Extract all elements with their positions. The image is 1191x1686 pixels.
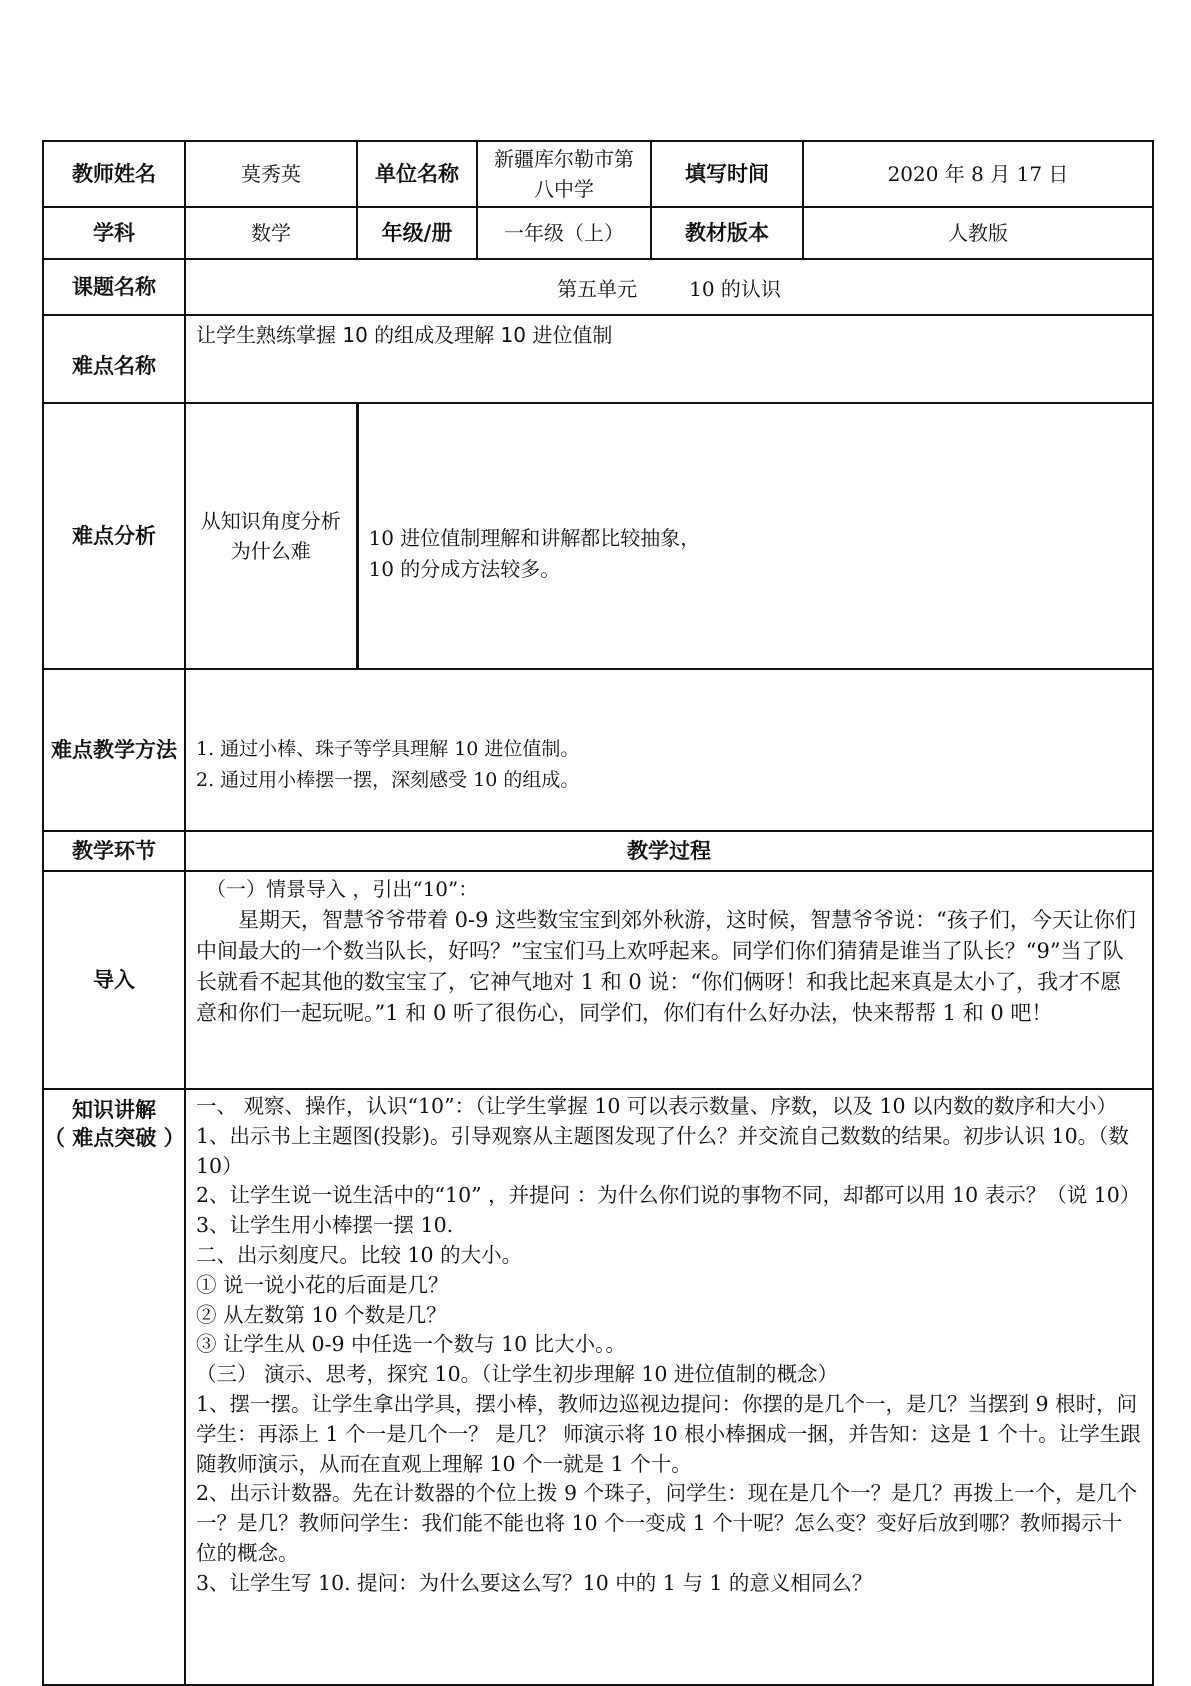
analysis-label: 难点分析 xyxy=(43,403,185,669)
edition-value: 人教版 xyxy=(803,207,1153,259)
method-content xyxy=(185,669,1153,831)
topic-cell xyxy=(185,259,1153,315)
knowledge-para: （三） 演示、思考，探究 10。（让学生初步理解 10 进位值制的概念） xyxy=(196,1362,838,1387)
intro-row xyxy=(43,871,1153,1089)
grade-value: 一年级（上） xyxy=(477,207,651,259)
difficulty-row xyxy=(43,315,1153,403)
analysis-sub-label xyxy=(185,403,357,669)
process-label: 教学过程 xyxy=(185,831,1153,871)
analysis-row xyxy=(43,403,1153,669)
knowledge-para: 1、出示书上主题图(投影)。引导观察从主题图发现了什么？并交流自己数数的结果。初步认识 10。（数 10） xyxy=(196,1123,1129,1178)
knowledge-row xyxy=(43,1089,1153,1685)
method-line1: 1. 通过小棒、珠子等学具理解 10 进位值制。 xyxy=(196,738,580,760)
topic-label: 课题名称 xyxy=(43,259,185,315)
knowledge-label xyxy=(43,1089,185,1685)
unit-value: 新疆库尔勒市第八中学 xyxy=(477,141,651,207)
analysis-content xyxy=(357,403,1153,669)
knowledge-para: 一、 观察、操作，认识“10”：（让学生掌握 10 可以表示数量、序数，以及 10 以内数的数序和大小） xyxy=(196,1094,1118,1118)
lesson-plan-table xyxy=(42,140,1154,1686)
knowledge-para: 2、出示计数器。先在计数器的个位上拨 9 个珠子，问学生：现在是几个一？是几？再拨上一个，是几个一？是几？教师问学生：我们能不能也将 10 个一变成 1 个十呢？怎么变？变好后放到哪？教师揭示十位的概念。 xyxy=(196,1481,1138,1565)
knowledge-para: 3、让学生用小棒摆一摆 10. xyxy=(196,1213,454,1238)
subject-value: 数学 xyxy=(185,207,357,259)
topic-unit: 第五单元 xyxy=(557,276,638,301)
difficulty-text: 让学生熟练掌握 10 的组成及理解 10 进位值制 xyxy=(196,323,613,347)
date-value: 2020 年 8 月 17 日 xyxy=(803,141,1153,207)
edition-label: 教材版本 xyxy=(651,207,803,259)
knowledge-content xyxy=(185,1089,1153,1685)
knowledge-para: 3、让学生写 10. 提问：为什么要这么写？10 中的 1 与 1 的意义相同么？ xyxy=(196,1570,873,1595)
analysis-sub-label-line2: 为什么难 xyxy=(230,539,311,563)
topic-title: 10 的认识 xyxy=(689,276,781,301)
knowledge-para: ③ 让学生从 0-9 中任选一个数与 10 比大小。。 xyxy=(196,1332,626,1357)
topic-row xyxy=(43,259,1153,315)
intro-body: 星期天，智慧爷爷带着 0-9 这些数宝宝到郊外秋游，这时候，智慧爷爷说：“孩子们，今天让你们中间最大的一个数当队长，好吗？”宝宝们马上欢呼起来。同学们你们猜猜是谁当了队长？“9”当了队长就看不起其他的数宝宝了，它神气地对 1 和 0 说：“你们俩呀！和我比起来真是太小了，我才不愿意和你们一起玩呢。”1 和 0 听了很伤心，同学们，你们有什么好办法，快来帮帮 1 和 0 吧！ xyxy=(196,908,1136,1025)
teacher-value: 莫秀英 xyxy=(185,141,357,207)
date-label: 填写时间 xyxy=(651,141,803,207)
intro-label: 导入 xyxy=(43,871,185,1089)
knowledge-label-line2: （ 难点突破 ） xyxy=(44,1126,185,1150)
step-label: 教学环节 xyxy=(43,831,185,871)
intro-content xyxy=(185,871,1153,1089)
subject-row xyxy=(43,207,1153,259)
unit-label: 单位名称 xyxy=(357,141,477,207)
method-line2: 2. 通过用小棒摆一摆，深刻感受 10 的组成。 xyxy=(196,769,580,791)
teacher-label: 教师姓名 xyxy=(43,141,185,207)
knowledge-para: ① 说一说小花的后面是几？ xyxy=(196,1272,449,1297)
knowledge-para: 2、让学生说一说生活中的“10” ，并提问 ：为什么你们说的事物不同，却都可以用 10 表示？（说 10） xyxy=(196,1183,1141,1208)
header-row xyxy=(43,141,1153,207)
analysis-sub-label-line1: 从知识角度分析 xyxy=(200,509,341,533)
knowledge-para: 二、出示刻度尺。比较 10 的大小。 xyxy=(196,1242,523,1267)
analysis-line1: 10 进位值制理解和讲解都比较抽象， xyxy=(368,526,701,550)
process-header-row xyxy=(43,831,1153,871)
difficulty-label: 难点名称 xyxy=(43,315,185,403)
analysis-line2: 10 的分成方法较多。 xyxy=(368,557,561,581)
knowledge-label-line1: 知识讲解 xyxy=(72,1098,156,1122)
knowledge-para: 1、摆一摆。让学生拿出学具，摆小棒，教师边巡视边提问：你摆的是几个一，是几？当摆到 9 根时，问学生：再添上 1 个一是几个一？ 是几？ 师演示将 10 根小棒捆成一捆，并告知：这是 1 个十。让学生跟随教师演示，从而在直观上理解 10 个一就是 1 个十。 xyxy=(196,1391,1141,1476)
method-label: 难点教学方法 xyxy=(43,669,185,831)
subject-label: 学科 xyxy=(43,207,185,259)
method-row xyxy=(43,669,1153,831)
difficulty-value xyxy=(185,315,1153,403)
knowledge-para: ② 从左数第 10 个数是几？ xyxy=(196,1302,447,1327)
intro-heading: （一）情景导入 ，引出“10”： xyxy=(206,877,479,901)
grade-label: 年级/册 xyxy=(357,207,477,259)
